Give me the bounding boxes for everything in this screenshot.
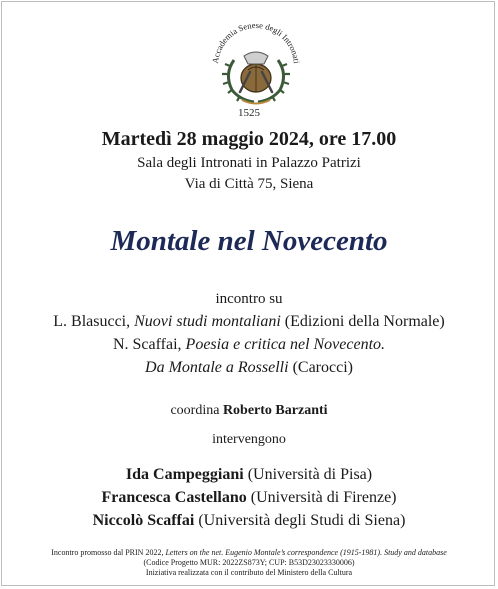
book-2-title-line1: Poesia e critica nel Novecento. [185,336,386,353]
book-2 [0,336,498,354]
speaker-affiliation: (Università di Pisa) [243,466,373,483]
book-1-author: L. Blasucci, [53,313,135,330]
coordinator-label: coordina [170,403,223,418]
footer-project-title: Letters on the net. Eugenio Montale’s correspondence (1915-1981). Study and database [165,548,447,557]
coordinator-line [0,403,498,419]
academy-crest-icon [204,8,308,110]
footer-project-code: (Codice Progetto MUR: 2022ZS873Y; CUP: B53D23023330006) [143,558,355,567]
speaker-name: Niccolò Scaffai [92,512,195,529]
footer-prefix: Incontro promosso dal PRIN 2022, [51,548,166,557]
book-2-publisher: (Carocci) [288,359,353,376]
event-venue: Sala degli Intronati in Palazzo Patrizi [137,155,361,171]
book-2-continued [0,359,498,377]
event-date: Martedì 28 maggio 2024, ore 17.00 [101,128,397,150]
speaker-affiliation: (Università di Firenze) [246,489,397,506]
founding-year: 1525 [238,107,260,119]
speakers-label: intervengono [212,432,286,447]
intro-text: incontro su [215,291,283,307]
emblem-motto: Accademia Senese degli Intronati [210,19,302,65]
footer-prin-line [0,548,498,557]
book-2-author: N. Scaffai, [112,336,186,353]
speaker-item [0,466,498,484]
book-2-title-line2: Da Montale a Rosselli [145,359,289,376]
book-1 [0,313,498,331]
speaker-item [0,512,498,530]
book-1-publisher: (Edizioni della Normale) [280,313,445,330]
book-1-title: Nuovi studi montaliani [134,313,281,330]
event-address: Via di Città 75, Siena [184,176,314,192]
speaker-name: Francesca Castellano [101,489,247,506]
speaker-name: Ida Campeggiani [125,466,244,483]
coordinator-name: Roberto Barzanti [222,403,328,418]
footer-sponsor: Iniziativa realizzata con il contributo del Ministero della Cultura [145,568,353,577]
speaker-item [0,489,498,507]
speaker-affiliation: (Università degli Studi di Siena) [194,512,406,529]
event-title: Montale nel Novecento [110,225,388,257]
